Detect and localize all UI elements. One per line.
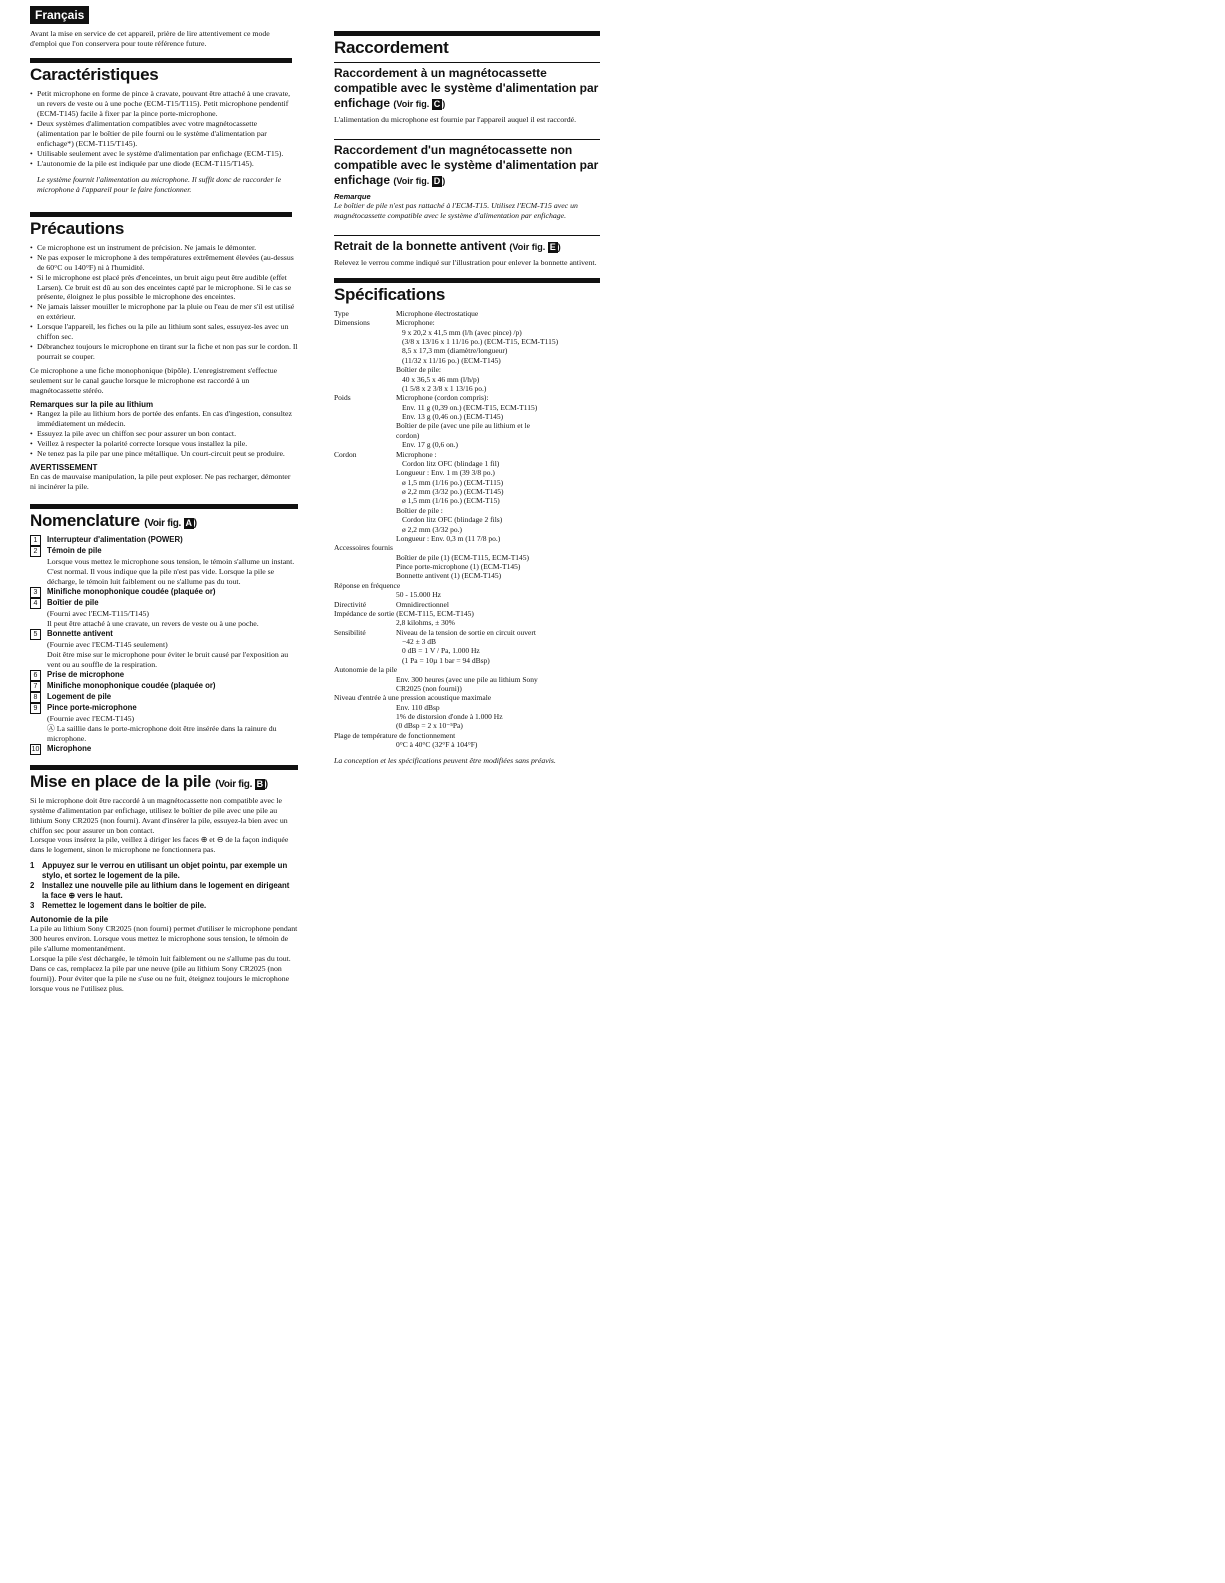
section-rule [30, 58, 292, 63]
precautions-paragraph: Ce microphone a une fiche monophonique (bipôle). L'enregistrement s'effectue seulement sur le canal gauche lorsque le microphone est raccordé à un magnétocassette stéréo. [30, 366, 278, 396]
precautions-heading: Précautions [30, 218, 125, 238]
fig-ref: (Voir fig. D ) [393, 175, 446, 186]
autonomie-paragraph: La pile au lithium Sony CR2025 (non fourni) permet d'utiliser le microphone pendant 300 heures environ. Lorsque vous mettez le microphone sous tension, le témoin de pile s'allume momentanément. [30, 924, 298, 954]
spec-row [334, 318, 600, 393]
list-item: • Deux systèmes d'alimentation compatibles avec votre magnétocassette (alimentation par le boîtier de pile fourni ou le système d'alimentation par enfichage*) (ECM-T115/T145). [37, 119, 298, 149]
nomenclature-title: Nomenclature [30, 510, 140, 530]
spec-label: Directivité [334, 599, 367, 609]
mise-heading: Mise en place de la pile (Voir fig. B ) [30, 771, 268, 791]
list-item: 7 Minifiche monophonique coudée (plaquée or) [30, 681, 298, 692]
intro-text: Avant la mise en service de cet appareil, prière de lire attentivement ce mode d'emploi que l'on conservera pour toute référence future. [30, 29, 270, 48]
spec-label: Niveau d'entrée à une pression acoustique maximale [334, 693, 492, 703]
spec-value: Microphone : Cordon litz OFC (blindage 1 fil) Longueur : Env. 1 m (39 3/8 po.) ø 1,5 mm (1/16 po.) (ECM-T115) ø 2,2 mm (3/32 po.) (ECM-T145) ø 1,5 mm (1/16 po.) (ECM-T15) Boîtier de pile : Cordon litz OFC (blindage 2 fils) ø 2,2 mm (3/32 po.) Longueur : Env. 0,3 m (11 7/8 po.) [396, 449, 504, 543]
mise-paragraph: Lorsque vous insérez la pile, veillez à diriger les faces ⊕ et ⊖ de la façon indiquée dans le logement, sinon le microphone ne fonctionnera pas. [30, 835, 289, 855]
spec-label: Accessoires fournis [334, 543, 393, 553]
list-item: • Essuyez la pile avec un chiffon sec pour assurer un bon contact. [37, 429, 298, 439]
list-item: 4 Boîtier de pile [30, 598, 298, 609]
nomenclature-heading [30, 511, 298, 531]
spec-row [334, 450, 600, 544]
fig-ref: (Voir fig. C ) [393, 99, 446, 109]
divider [334, 139, 600, 140]
item-description: (Fournie avec l'ECM-T145 seulement) Doit être mise sur le microphone pour éviter le bruit causé par l'exposition au vent ou au souffle de la respiration. [47, 639, 289, 669]
list-item: • Si le microphone est placé près d'enceintes, un bruit aigu peut être audible (effet Larsen). Ce bruit est dû au son des enceintes capté par le microphone. Si le cas se présente, éloignez le plus possible le microphone des enceintes. [37, 273, 298, 303]
warning-text: En cas de mauvaise manipulation, la pile peut exploser. Ne pas recharger, démonter ni incinérer la pile. [30, 472, 291, 491]
mise-steps [30, 861, 298, 911]
autonomie-paragraph: Lorsque la pile s'est déchargée, le témoin luit faiblement ou ne s'allume pas du tout. Dans ce cas, remplacez la pile par une neuve (pile au lithium Sony CR2025 (non fourni)). Pour éviter que la pile ne s'use ou ne fuit, éteignez toujours le microphone lorsque vous ne l'utilisez plus. [30, 954, 291, 994]
mise-paragraph: Si le microphone doit être raccordé à un magnétocassette non compatible avec le système d'alimentation par enfichage, utilisez le boîtier de pile avec une pile au lithium Sony CR2025 (non fourni). Avant d'insérer la pile, essuyez-la bien avec un chiffon sec pour assurer un bon contact. [30, 795, 288, 835]
spec-label: Plage de température de fonctionnement [334, 730, 456, 740]
spec-value-line: Pince porte-microphone (1) (ECM-T145) [396, 562, 521, 571]
item-description: Lorsque vous mettez le microphone sous tension, le témoin s'allume un instant. C'est normal. Il vous indique que la pile n'est pas vide. Lorsque la pile se décharge, le témoin luit faiblement ou ne s'allume pas du tout. [47, 556, 295, 586]
section-rule [30, 765, 298, 770]
raccordement-sub1-heading: Raccordement à un magnétocassette compatible avec le système d'alimentation par enfichage (Voir fig. C ) [334, 66, 599, 110]
spec-label: Cordon [334, 449, 357, 459]
spec-value: Microphone électrostatique [396, 308, 479, 318]
fig-ref: (Voir fig. A ) [144, 517, 197, 529]
list-item: 1 Interrupteur d'alimentation (POWER) [30, 535, 298, 546]
list-item: 2 Installez une nouvelle pile au lithium dans le logement en dirigeant la face ⊕ vers le haut. [30, 881, 290, 901]
spec-value: Niveau de la tension de sortie en circuit ouvert −42 ± 3 dB 0 dB = 1 V / Pa, 1.000 Hz (1 Pa = 10µ 1 bar = 94 dBsp) [396, 627, 536, 665]
list-item: • Débranchez toujours le microphone en tirant sur la fiche et non pas sur le cordon. Il pourrait se couper. [37, 342, 298, 362]
autonomie-subheading: Autonomie de la pile [30, 915, 109, 925]
spec-value: Microphone: 9 x 20,2 x 41,5 mm (l/h (avec pince) /p) (3/8 x 13/16 x 1 11/16 po.) (ECM-T15, ECM-T115) 8,5 x 17,3 mm (diamètre/longueur) (11/32 x 11/16 po.) (ECM-T145) Boîtier de pile: 40 x 36,5 x 46 mm (l/h/p) (1 5/8 x 2 3/8 x 1 13/16 po.) [396, 318, 559, 393]
spec-value: Microphone (cordon compris): Env. 11 g (0,39 on.) (ECM-T15, ECM-T115) Env. 13 g (0,46 on.) (ECM-T145) Boîtier de pile (avec une pile au lithium et le cordon) Env. 17 g (0,6 on.) [396, 393, 538, 450]
spec-row [334, 628, 600, 666]
remarque-text: Le boîtier de pile n'est pas rattaché à l'ECM-T15. Utilisez l'ECM-T15 avec un magnétocassette compatible avec le système d'alimentation par enfichage. [334, 200, 578, 220]
raccordement-heading: Raccordement [334, 38, 449, 57]
spec-value-line: Env. 110 dBsp [396, 702, 440, 712]
list-item: 3 Remettez le logement dans le boîtier de pile. [30, 901, 207, 911]
spec-row [334, 393, 600, 449]
lithium-list [30, 409, 298, 459]
spec-value-line: Env. 300 heures (avec une pile au lithium Sony [396, 674, 538, 684]
fig-letter-badge: B [256, 778, 263, 789]
list-item: 5 Bonnette antivent [30, 629, 298, 640]
list-item: • L'autonomie de la pile est indiquée par une diode (ECM-T115/T145). [37, 159, 298, 169]
spec-label: Sensibilité [334, 627, 366, 637]
list-item: 6 Prise de microphone [30, 670, 298, 681]
spec-value-line: CR2025 (non fourni)) [396, 683, 462, 693]
caracteristiques-heading: Caractéristiques [30, 64, 159, 84]
precautions-list [30, 243, 298, 363]
list-item: 3 Minifiche monophonique coudée (plaquée or) [30, 587, 298, 598]
fig-ref: (Voir fig. E ) [509, 241, 561, 252]
nomenclature-list [30, 535, 298, 755]
list-item: 1 Appuyez sur le verrou en utilisant un objet pointu, par exemple un stylo, et sortez le logement de la pile. [30, 861, 288, 881]
specifications-footer: La conception et les spécifications peuvent être modifiées sans préavis. [334, 755, 556, 765]
caracteristiques-note: Le système fournit l'alimentation au microphone. Il suffit donc de raccorder le microphone à l'appareil pour le faire fonctionner. [37, 174, 282, 194]
section-rule [30, 212, 292, 217]
spec-label: Autonomie de la pile [334, 665, 398, 675]
list-item: • Ne jamais laisser mouiller le microphone par la pluie ou l'eau de mer s'il est utilisé en extérieur. [37, 302, 298, 322]
spec-value-line: Bonnette antivent (1) (ECM-T145) [396, 571, 502, 581]
divider [334, 62, 600, 63]
item-description: (Fourni avec l'ECM-T115/T145) Il peut être attaché à une cravate, un revers de veste ou à une poche. [47, 608, 259, 628]
section-rule [334, 31, 600, 36]
spec-value-line: 50 - 15.000 Hz [396, 590, 441, 600]
warning-subheading: AVERTISSEMENT [30, 463, 98, 472]
list-item: • Ne pas exposer le microphone à des températures extrêmement élevées (au-dessus de 60°C ou 140°F) ni à l'humidité. [37, 253, 298, 273]
spec-value: Omnidirectionnel [396, 599, 449, 609]
specifications-heading: Spécifications [334, 284, 446, 304]
spec-label: Type [334, 308, 349, 318]
divider [334, 235, 600, 236]
list-item: 9 Pince porte-microphone [30, 703, 298, 714]
section-rule [334, 278, 600, 283]
right-column [334, 0, 600, 765]
raccordement-sub3-text: Relevez le verrou comme indiqué sur l'illustration pour enlever la bonnette antivent. [334, 257, 597, 267]
spec-label: Poids [334, 393, 351, 403]
specifications-table [334, 309, 600, 750]
caracteristiques-list [30, 89, 298, 169]
fig-ref: (Voir fig. B ) [215, 778, 268, 790]
remarque-label: Remarque [334, 191, 371, 201]
spec-label: Dimensions [334, 318, 370, 328]
spec-label: Impédance de sortie (ECM-T115, ECM-T145) [334, 608, 474, 618]
list-item: • Lorsque l'appareil, les fiches ou la pile au lithium sont sales, essuyez-les avec un chiffon sec. [37, 322, 298, 342]
list-item: • Ce microphone est un instrument de précision. Ne jamais le démonter. [37, 243, 298, 253]
lithium-subheading: Remarques sur la pile au lithium [30, 400, 154, 410]
fig-letter-badge: C [433, 99, 441, 109]
fig-letter-badge: A [185, 517, 192, 528]
list-item: • Rangez la pile au lithium hors de portée des enfants. En cas d'ingestion, consultez immédiatement un médecin. [37, 409, 298, 429]
spec-value-line: 0°C à 40°C (32°F à 104°F) [396, 740, 478, 750]
list-item: 2 Témoin de pile [30, 546, 298, 557]
spec-value-line: 2,8 kilohms, ± 30% [396, 618, 455, 628]
spec-value-line: 1% de distorsion d'onde à 1.000 Hz [396, 712, 503, 721]
list-item: • Ne tenez pas la pile par une pince métallique. Un court-circuit peut se produire. [37, 449, 298, 459]
spec-row [334, 309, 600, 318]
spec-row [334, 600, 600, 609]
raccordement-sub1-text: L'alimentation du microphone est fournie par l'appareil auquel il est raccordé. [334, 115, 577, 124]
fig-letter-badge: D [433, 175, 441, 186]
list-item: • Petit microphone en forme de pince à cravate, pouvant être attaché à une cravate, un revers de veste ou à une poche (ECM-T15/T115). Petit microphone pendentif (ECM-T145) facile à fixer par la pince porte-microphone. [37, 89, 298, 119]
list-item: • Utilisable seulement avec le système d'alimentation par enfichage (ECM-T15). [37, 149, 298, 159]
left-column [30, 0, 298, 994]
raccordement-sub3-heading: Retrait de la bonnette antivent (Voir fig. E ) [334, 238, 561, 253]
item-description: (Fournie avec l'ECM-T145) Ⓐ La saillie dans le porte-microphone doit être insérée dans la rainure du microphone. [47, 713, 277, 743]
list-item: 8 Logement de pile [30, 692, 298, 703]
spec-value-line: (0 dBsp = 2 x 10⁻⁵Pa) [396, 721, 463, 731]
list-item: • Veillez à respecter la polarité correcte lorsque vous installez la pile. [37, 439, 298, 449]
language-tag: Français [30, 6, 89, 24]
fig-letter-badge: E [549, 241, 556, 252]
spec-label: Réponse en fréquence [334, 580, 401, 590]
list-item: 10 Microphone [31, 743, 92, 753]
section-rule [30, 504, 298, 509]
raccordement-sub2-heading: Raccordement d'un magnétocassette non compatible avec le système d'alimentation par enfichage (Voir fig. D ) [334, 142, 599, 187]
spec-value-line: Boîtier de pile (1) (ECM-T115, ECM-T145) [396, 552, 530, 562]
